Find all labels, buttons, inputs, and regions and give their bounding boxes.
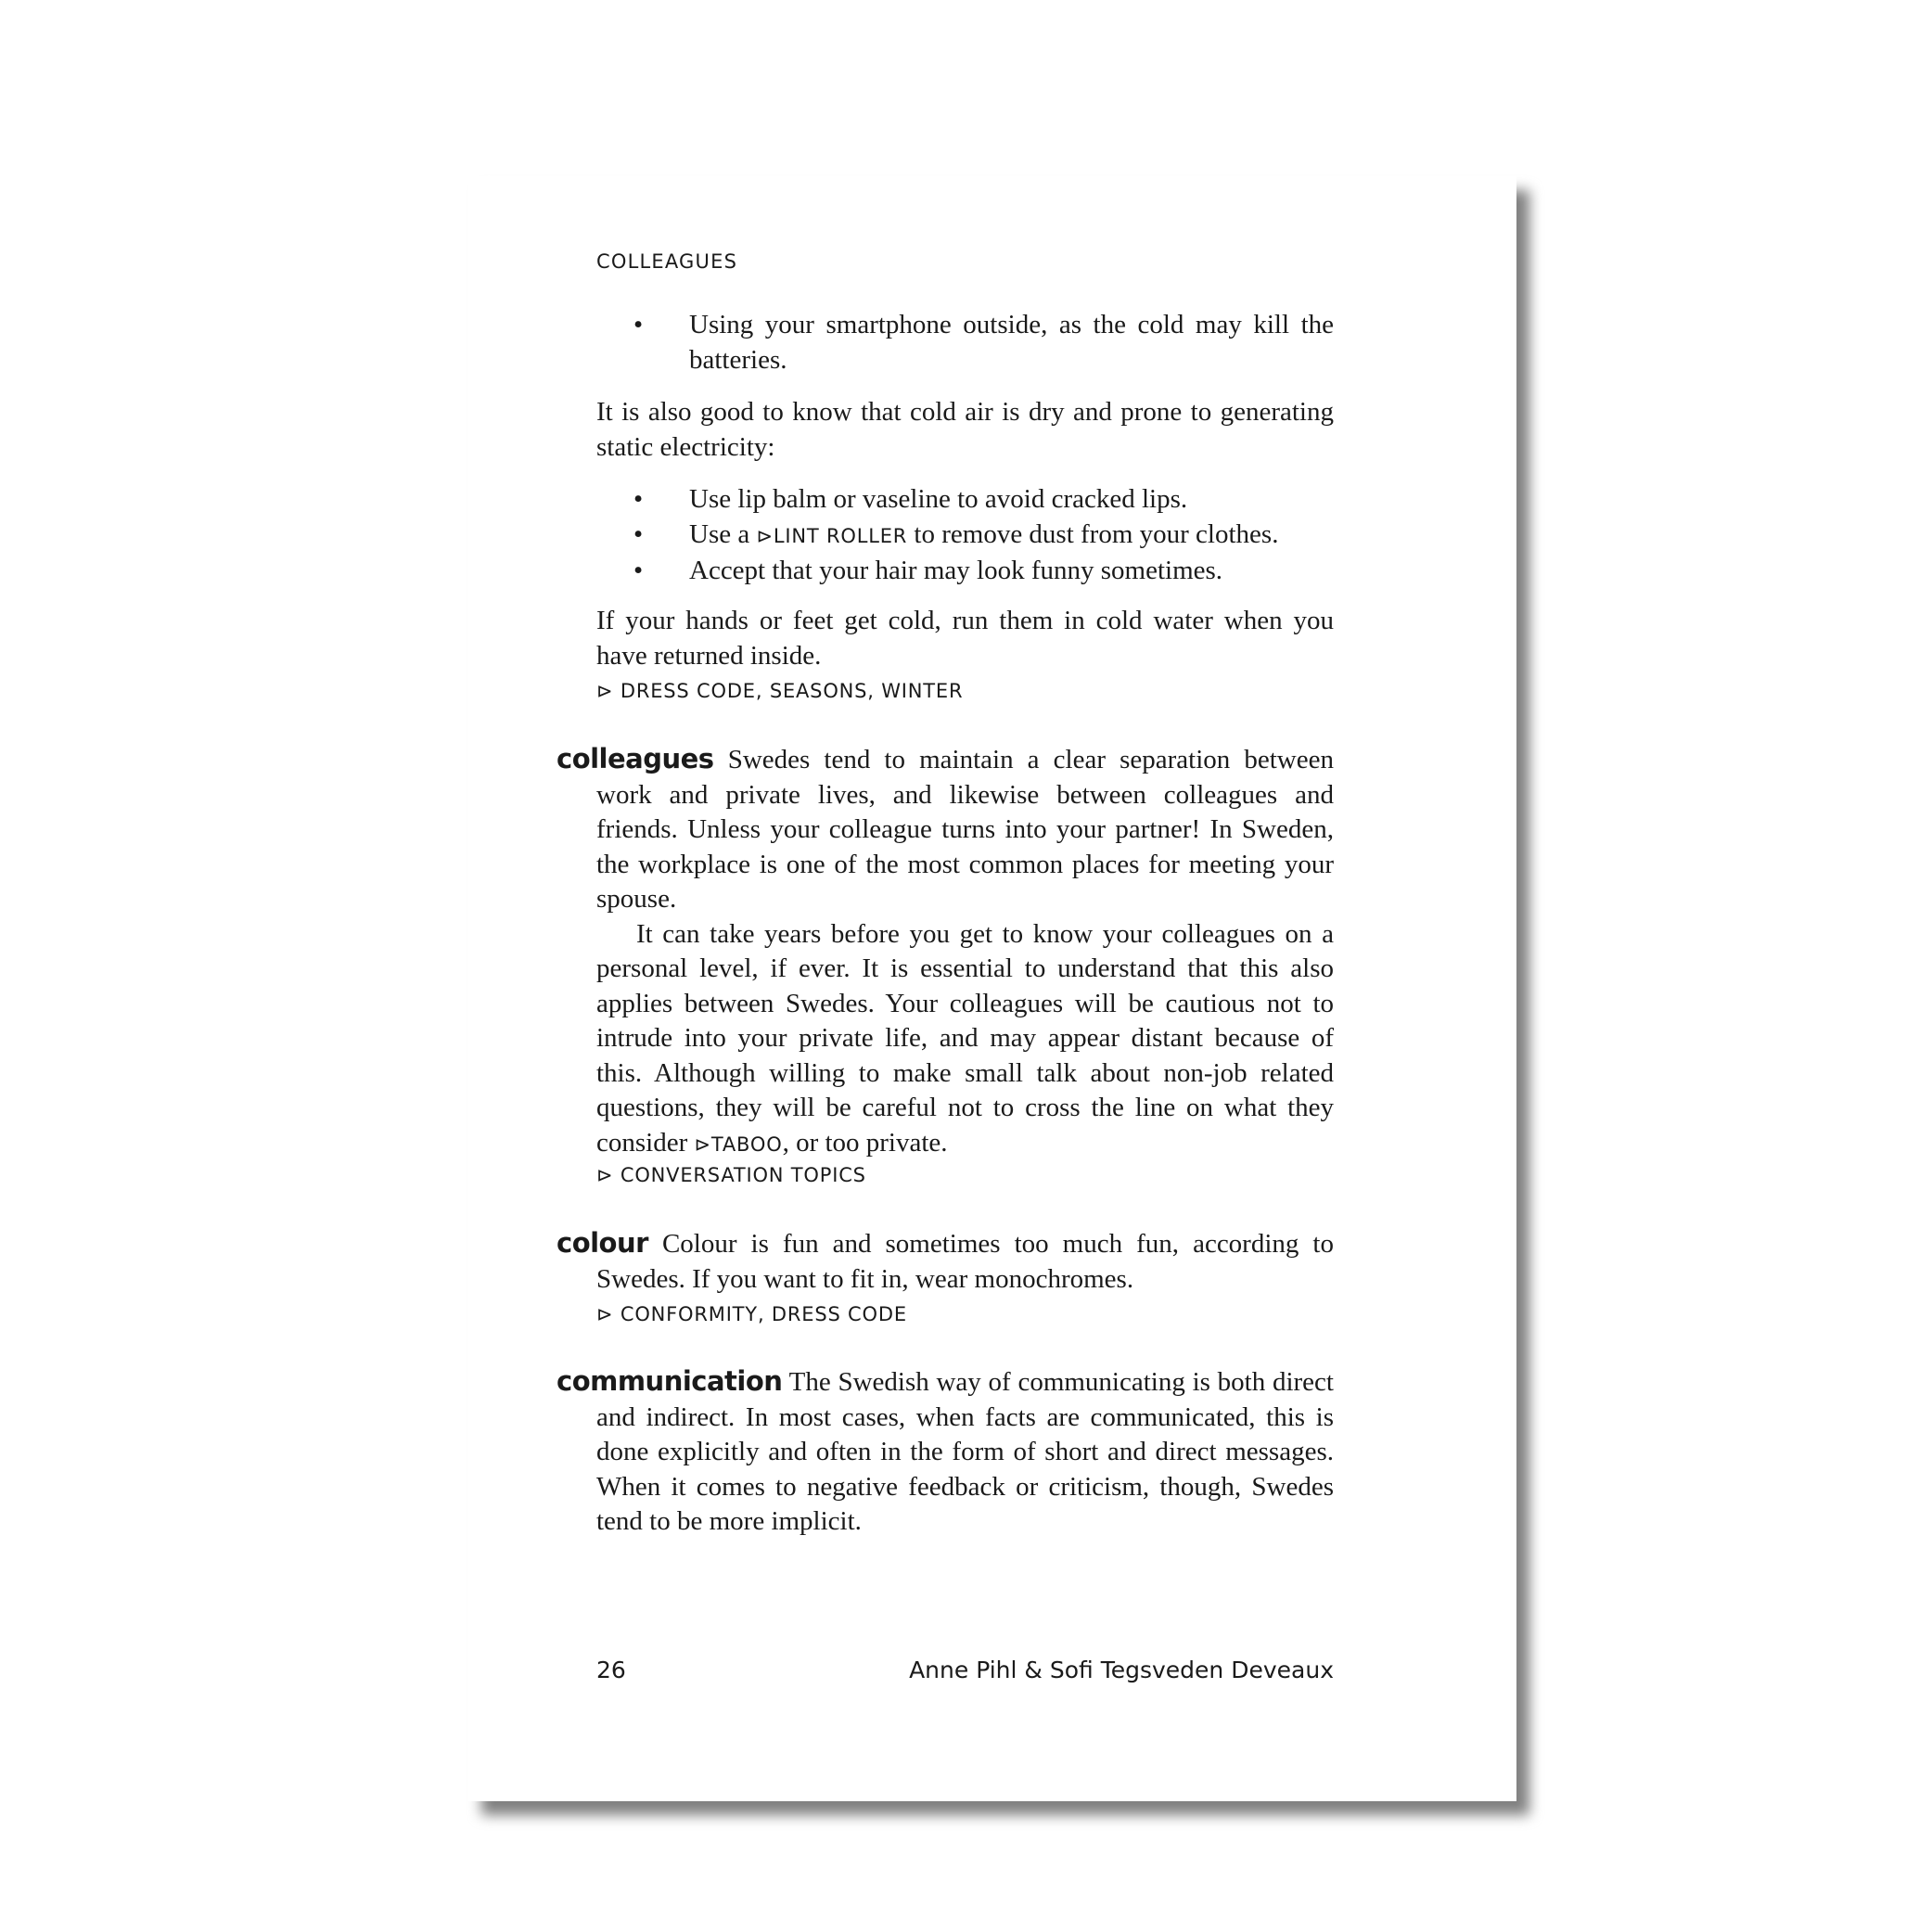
bullet-marker: • <box>633 310 644 339</box>
page-content <box>468 176 1516 1801</box>
running-head: COLLEAGUES <box>596 250 738 273</box>
bullet-list-cold <box>596 308 1334 377</box>
entry-colour <box>557 1226 1334 1297</box>
entry-paragraph <box>557 742 1334 917</box>
entry-text: Colour is fun and sometimes too much fun, according to Swedes. If you want to fit in, wear monochromes. <box>596 1229 1334 1294</box>
bullet-marker: • <box>633 556 644 585</box>
entry-communication <box>557 1364 1334 1540</box>
list-item <box>596 308 1334 377</box>
entry-paragraph <box>557 917 1334 1163</box>
list-item-text: Accept that your hair may look funny sometimes. <box>689 556 1223 585</box>
entry-text: The Swedish way of communicating is both direct and indirect. In most cases, when facts are communicated, this is done explicitly and often in the form of short and direct messages. When it comes to negative feedback or criticism, though, Swedes tend to be more implicit. <box>596 1367 1334 1536</box>
book-page <box>468 176 1516 1801</box>
entry-text: , or too private. <box>782 1127 948 1158</box>
list-item-text-pre: Use a <box>689 518 757 549</box>
entry-text: Swedes tend to maintain a clear separation between work and private lives, and likewise between colleagues and friends. Unless your colleague turns into your partner! In Sweden, the workplace is one of the most common places for meeting your spouse. <box>596 745 1334 914</box>
see-also-conversation-topics[interactable]: ⊳ CONVERSATION TOPICS <box>596 1164 866 1186</box>
paragraph-cold-hands: If your hands or feet get cold, run them in cold water when you have returned inside. <box>596 606 1334 671</box>
see-also-dress-code[interactable]: ⊳ DRESS CODE, SEASONS, WINTER <box>596 680 964 702</box>
bullet-marker: • <box>633 518 644 549</box>
entry-colleagues <box>557 742 1334 1162</box>
list-item <box>596 518 1334 555</box>
bullet-list-static <box>596 482 1334 589</box>
entry-paragraph <box>557 1226 1334 1297</box>
headword-colour: colour <box>557 1227 648 1259</box>
bullet-marker: • <box>633 484 644 514</box>
footer-authors: Anne Pihl & Sofi Tegsveden Deveaux <box>909 1657 1334 1683</box>
see-also-conformity[interactable]: ⊳ CONFORMITY, DRESS CODE <box>596 1303 907 1325</box>
list-item <box>596 482 1334 518</box>
headword-communication: communication <box>557 1365 783 1397</box>
cross-reference-taboo[interactable]: ⊳TABOO <box>694 1132 783 1156</box>
entry-text: It can take years before you get to know your colleagues on a personal level, if ever. It is essential to understand that this also applies between Swedes. Your colleagues will be cautious not to intrude into your private life, and may appear distant because of this. Although willing to make small talk about non-job related questions, they will be careful not to cross the line on what they consider <box>596 918 1334 1158</box>
list-item-text-post: to remove dust from your clothes. <box>907 518 1279 549</box>
list-item-text: Use lip balm or vaseline to avoid cracked lips. <box>689 484 1188 514</box>
entry-paragraph <box>557 1364 1334 1540</box>
page-number: 26 <box>596 1657 626 1683</box>
cross-reference-lint-roller[interactable]: ⊳LINT ROLLER <box>756 524 908 547</box>
list-item <box>596 554 1334 589</box>
paragraph-static: It is also good to know that cold air is dry and prone to generating static electricity: <box>596 397 1334 462</box>
list-item-text: Using your smartphone outside, as the cold may kill the batteries. <box>689 310 1334 375</box>
headword-colleagues: colleagues <box>557 743 714 774</box>
